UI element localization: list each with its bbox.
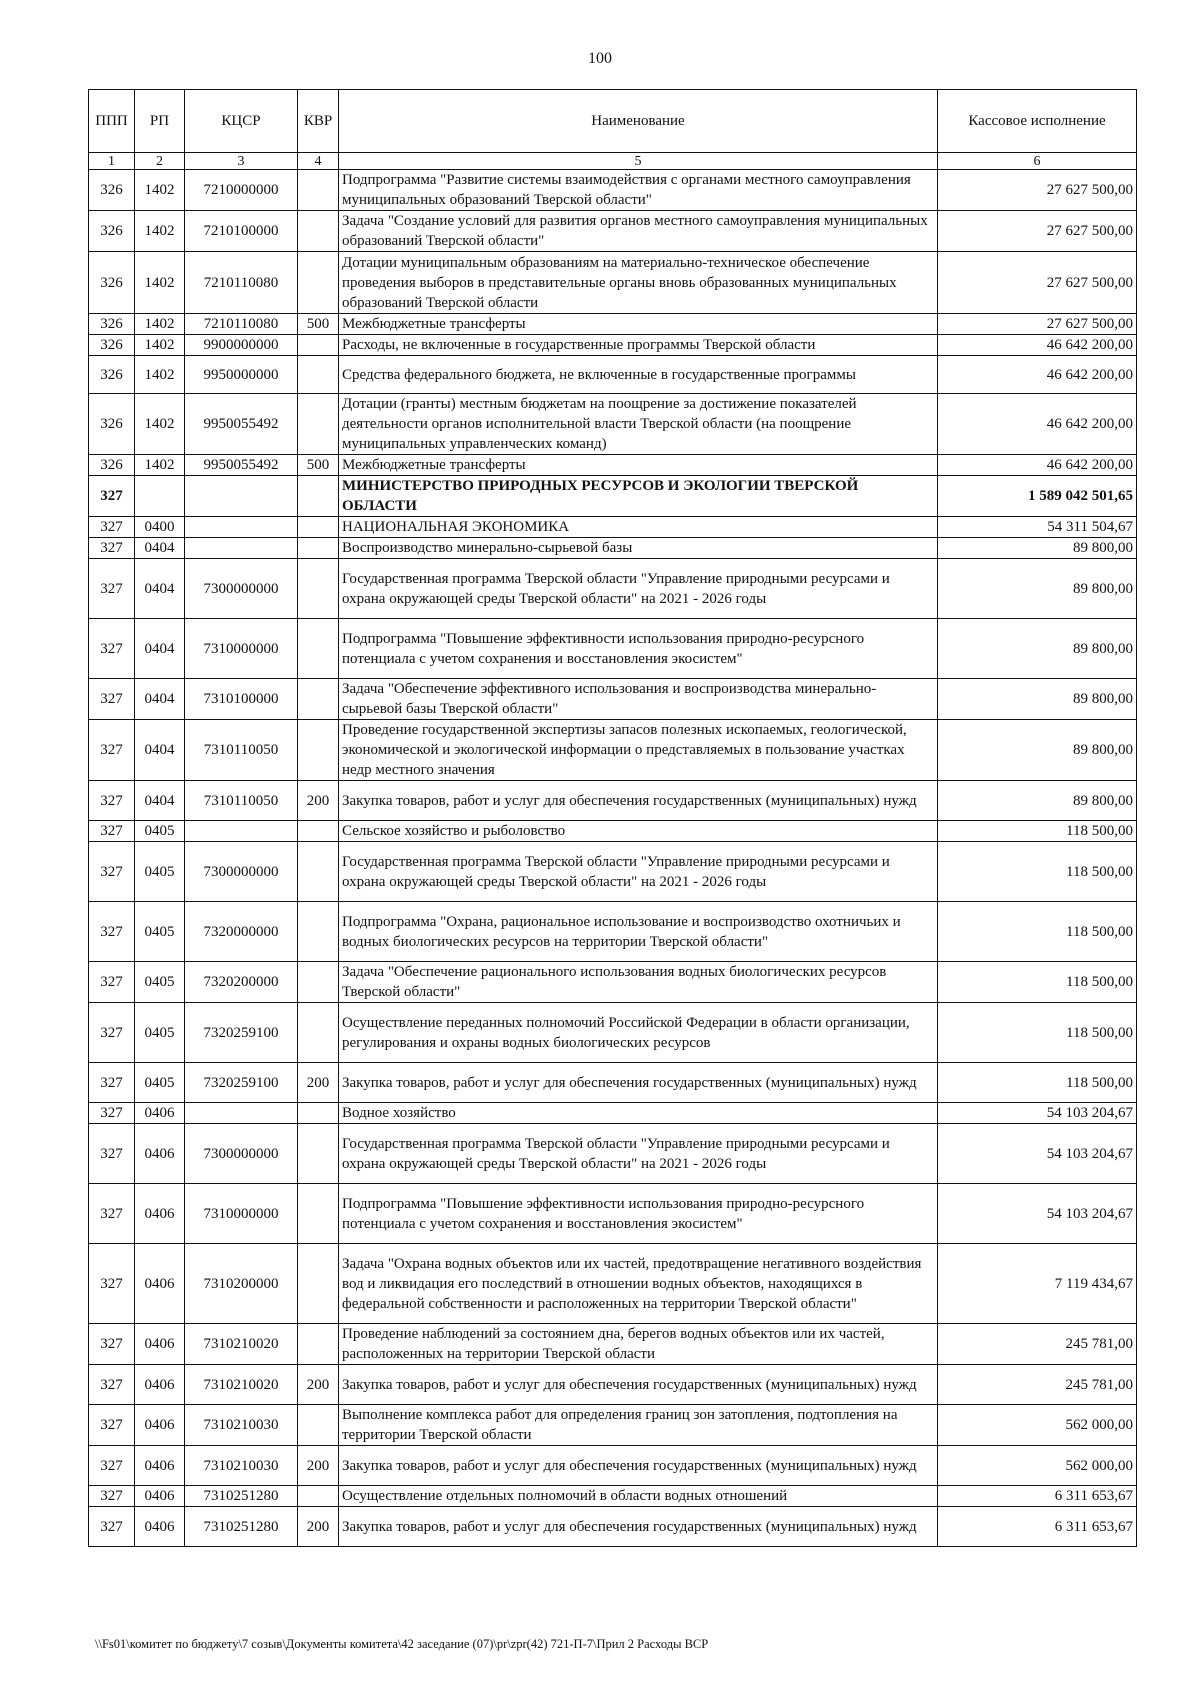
cell-name: Расходы, не включенные в государственные программы Тверской области: [339, 335, 938, 356]
cell-rp: 0404: [135, 781, 185, 821]
cell-ppp: 327: [89, 1124, 135, 1184]
cell-kvr: [298, 1184, 339, 1244]
cell-kvr: [298, 902, 339, 962]
cell-kcsr: 7320000000: [185, 902, 298, 962]
cell-rp: 0404: [135, 538, 185, 559]
cell-sum: 89 800,00: [938, 679, 1137, 720]
cell-ppp: 326: [89, 170, 135, 211]
cell-sum: 54 103 204,67: [938, 1184, 1137, 1244]
cell-sum: 6 311 653,67: [938, 1507, 1137, 1547]
cell-name: Дотации (гранты) местным бюджетам на поощрение за достижение показателей деятельности органов исполнительной власти Тверской области (на поощрение муниципальных управленческих команд): [339, 394, 938, 455]
cell-kvr: [298, 619, 339, 679]
cell-name: Закупка товаров, работ и услуг для обеспечения государственных (муниципальных) нужд: [339, 1365, 938, 1405]
cell-name: Осуществление переданных полномочий Российской Федерации в области организации, регулирования и охраны водных биологических ресурсов: [339, 1003, 938, 1063]
cell-kvr: [298, 1244, 339, 1324]
cell-kcsr: 7310110050: [185, 781, 298, 821]
cell-name: Сельское хозяйство и рыболовство: [339, 821, 938, 842]
cell-kvr: [298, 335, 339, 356]
cell-sum: 1 589 042 501,65: [938, 476, 1137, 517]
cell-rp: 0400: [135, 517, 185, 538]
cell-sum: 54 103 204,67: [938, 1103, 1137, 1124]
cell-rp: 0405: [135, 902, 185, 962]
table-row: [89, 902, 1137, 962]
table-row: [89, 1365, 1137, 1405]
cell-ppp: 327: [89, 1324, 135, 1365]
cell-name: Водное хозяйство: [339, 1103, 938, 1124]
cell-name: Осуществление отдельных полномочий в области водных отношений: [339, 1486, 938, 1507]
cell-kvr: [298, 538, 339, 559]
cell-kvr: [298, 476, 339, 517]
cell-kcsr: 7310210020: [185, 1324, 298, 1365]
cell-rp: 0404: [135, 559, 185, 619]
cell-ppp: 327: [89, 902, 135, 962]
cell-sum: 245 781,00: [938, 1365, 1137, 1405]
cell-rp: 0406: [135, 1507, 185, 1547]
cell-kvr: 500: [298, 455, 339, 476]
column-number: 6: [938, 153, 1137, 170]
cell-rp: 1402: [135, 252, 185, 314]
cell-ppp: 326: [89, 314, 135, 335]
table-row: [89, 962, 1137, 1003]
cell-name: Закупка товаров, работ и услуг для обеспечения государственных (муниципальных) нужд: [339, 1507, 938, 1547]
cell-kvr: [298, 394, 339, 455]
cell-rp: 0406: [135, 1486, 185, 1507]
cell-rp: 0406: [135, 1446, 185, 1486]
cell-sum: 27 627 500,00: [938, 170, 1137, 211]
cell-kcsr: 7300000000: [185, 842, 298, 902]
cell-ppp: 326: [89, 335, 135, 356]
cell-rp: 1402: [135, 211, 185, 252]
table-row: [89, 1446, 1137, 1486]
table-row: [89, 1324, 1137, 1365]
cell-kcsr: 7310210030: [185, 1446, 298, 1486]
cell-sum: 118 500,00: [938, 1063, 1137, 1103]
cell-ppp: 327: [89, 679, 135, 720]
table-row: [89, 335, 1137, 356]
cell-rp: 1402: [135, 170, 185, 211]
cell-sum: 118 500,00: [938, 902, 1137, 962]
cell-rp: 1402: [135, 314, 185, 335]
cell-kcsr: [185, 517, 298, 538]
cell-ppp: 327: [89, 1003, 135, 1063]
cell-ppp: 327: [89, 1103, 135, 1124]
cell-name: Закупка товаров, работ и услуг для обеспечения государственных (муниципальных) нужд: [339, 1446, 938, 1486]
cell-name: Задача "Обеспечение рационального использования водных биологических ресурсов Тверской области": [339, 962, 938, 1003]
table-row: [89, 1003, 1137, 1063]
table-row: [89, 356, 1137, 394]
cell-ppp: 327: [89, 1486, 135, 1507]
table-row: [89, 1244, 1137, 1324]
table-row: [89, 538, 1137, 559]
cell-kcsr: [185, 821, 298, 842]
table-row: [89, 1486, 1137, 1507]
cell-kcsr: 7310251280: [185, 1507, 298, 1547]
cell-ppp: 327: [89, 1507, 135, 1547]
table-row: [89, 679, 1137, 720]
cell-ppp: 327: [89, 1244, 135, 1324]
table-row: [89, 394, 1137, 455]
cell-name: Средства федерального бюджета, не включенные в государственные программы: [339, 356, 938, 394]
cell-ppp: 326: [89, 455, 135, 476]
cell-kcsr: 7310110050: [185, 720, 298, 781]
cell-kvr: [298, 962, 339, 1003]
table-row: [89, 1405, 1137, 1446]
cell-sum: 27 627 500,00: [938, 252, 1137, 314]
cell-rp: 0405: [135, 962, 185, 1003]
cell-kvr: 200: [298, 1063, 339, 1103]
table-row: [89, 821, 1137, 842]
cell-kcsr: 7300000000: [185, 1124, 298, 1184]
cell-name: Выполнение комплекса работ для определения границ зон затопления, подтопления на территории Тверской области: [339, 1405, 938, 1446]
cell-sum: 245 781,00: [938, 1324, 1137, 1365]
cell-sum: 89 800,00: [938, 619, 1137, 679]
table-row: [89, 170, 1137, 211]
cell-kcsr: [185, 538, 298, 559]
table-row: [89, 252, 1137, 314]
header-rp: РП: [135, 90, 185, 153]
column-number: 4: [298, 153, 339, 170]
cell-kvr: [298, 720, 339, 781]
cell-sum: 89 800,00: [938, 781, 1137, 821]
cell-kvr: [298, 821, 339, 842]
header-kcsr: КЦСР: [185, 90, 298, 153]
cell-kvr: 200: [298, 1446, 339, 1486]
cell-ppp: 327: [89, 842, 135, 902]
table-row: [89, 720, 1137, 781]
cell-sum: 6 311 653,67: [938, 1486, 1137, 1507]
cell-name: Государственная программа Тверской области "Управление природными ресурсами и охрана окружающей среды Тверской области" на 2021 - 2026 годы: [339, 559, 938, 619]
cell-name: Межбюджетные трансферты: [339, 314, 938, 335]
cell-kcsr: 7210100000: [185, 211, 298, 252]
cell-kcsr: [185, 476, 298, 517]
cell-rp: 0404: [135, 679, 185, 720]
page-number: 100: [588, 50, 612, 67]
cell-ppp: 327: [89, 476, 135, 517]
cell-name: Подпрограмма "Развитие системы взаимодействия с органами местного самоуправления муниципальных образований Тверской области": [339, 170, 938, 211]
cell-ppp: 327: [89, 1446, 135, 1486]
cell-kvr: [298, 170, 339, 211]
cell-name: Закупка товаров, работ и услуг для обеспечения государственных (муниципальных) нужд: [339, 1063, 938, 1103]
cell-rp: 0406: [135, 1405, 185, 1446]
cell-sum: 562 000,00: [938, 1446, 1137, 1486]
cell-kcsr: 7310200000: [185, 1244, 298, 1324]
cell-sum: 46 642 200,00: [938, 356, 1137, 394]
cell-kcsr: [185, 1103, 298, 1124]
cell-kcsr: 9950055492: [185, 455, 298, 476]
cell-rp: 0406: [135, 1324, 185, 1365]
cell-kvr: [298, 842, 339, 902]
cell-sum: 46 642 200,00: [938, 335, 1137, 356]
cell-ppp: 327: [89, 962, 135, 1003]
cell-kcsr: 7310000000: [185, 619, 298, 679]
cell-kvr: 500: [298, 314, 339, 335]
cell-kvr: [298, 1486, 339, 1507]
cell-ppp: 327: [89, 1365, 135, 1405]
cell-kcsr: 9950055492: [185, 394, 298, 455]
cell-rp: 0404: [135, 720, 185, 781]
table-row: [89, 619, 1137, 679]
cell-ppp: 327: [89, 517, 135, 538]
footer-file-path: \\Fs01\комитет по бюджету\7 созыв\Документы комитета\42 заседание (07)\pr\zpr(42) 721-П-7\Прил 2 Расходы ВСР: [95, 1637, 709, 1651]
column-number-row: [89, 153, 1137, 170]
cell-rp: 0405: [135, 842, 185, 902]
cell-kcsr: 7300000000: [185, 559, 298, 619]
table-row: [89, 842, 1137, 902]
cell-rp: 1402: [135, 455, 185, 476]
cell-name: Подпрограмма "Охрана, рациональное использование и воспроизводство охотничьих и водных биологических ресурсов на территории Тверской области": [339, 902, 938, 962]
cell-kcsr: 7320200000: [185, 962, 298, 1003]
cell-kvr: [298, 211, 339, 252]
cell-sum: 562 000,00: [938, 1405, 1137, 1446]
cell-ppp: 327: [89, 538, 135, 559]
cell-rp: 0406: [135, 1365, 185, 1405]
cell-kvr: [298, 1324, 339, 1365]
cell-sum: 118 500,00: [938, 821, 1137, 842]
cell-kvr: [298, 517, 339, 538]
cell-sum: 118 500,00: [938, 962, 1137, 1003]
cell-kvr: [298, 1124, 339, 1184]
cell-name: Проведение государственной экспертизы запасов полезных ископаемых, геологической, экономической и экологической информации о представляемых в пользование участках недр местного значения: [339, 720, 938, 781]
header-name: Наименование: [339, 90, 938, 153]
cell-name: Дотации муниципальным образованиям на материально-техническое обеспечение проведения выборов в представительные органы вновь образованных муниципальных образований Тверской области: [339, 252, 938, 314]
cell-sum: 118 500,00: [938, 842, 1137, 902]
cell-kcsr: 7210110080: [185, 252, 298, 314]
table-row: [89, 1103, 1137, 1124]
cell-ppp: 327: [89, 720, 135, 781]
cell-kcsr: 7320259100: [185, 1003, 298, 1063]
cell-ppp: 327: [89, 781, 135, 821]
cell-name: Задача "Создание условий для развития органов местного самоуправления муниципальных образований Тверской области": [339, 211, 938, 252]
cell-kvr: [298, 356, 339, 394]
cell-rp: 1402: [135, 356, 185, 394]
cell-kvr: [298, 1003, 339, 1063]
cell-rp: 0405: [135, 1003, 185, 1063]
table-row: [89, 517, 1137, 538]
cell-rp: 0406: [135, 1244, 185, 1324]
cell-ppp: 326: [89, 252, 135, 314]
cell-kcsr: 7310251280: [185, 1486, 298, 1507]
cell-rp: 0406: [135, 1184, 185, 1244]
cell-kcsr: 7310210020: [185, 1365, 298, 1405]
column-number: 5: [339, 153, 938, 170]
cell-kvr: [298, 1103, 339, 1124]
cell-sum: 46 642 200,00: [938, 455, 1137, 476]
budget-table: [88, 89, 1137, 1547]
cell-kvr: 200: [298, 1507, 339, 1547]
cell-ppp: 327: [89, 1184, 135, 1244]
cell-sum: 27 627 500,00: [938, 314, 1137, 335]
table-row: [89, 1184, 1137, 1244]
cell-name: Закупка товаров, работ и услуг для обеспечения государственных (муниципальных) нужд: [339, 781, 938, 821]
cell-sum: 54 311 504,67: [938, 517, 1137, 538]
column-number: 3: [185, 153, 298, 170]
cell-kcsr: 7310100000: [185, 679, 298, 720]
cell-kcsr: 7320259100: [185, 1063, 298, 1103]
cell-rp: 1402: [135, 335, 185, 356]
cell-kvr: [298, 1405, 339, 1446]
cell-ppp: 326: [89, 211, 135, 252]
cell-kvr: [298, 559, 339, 619]
table-row: [89, 781, 1137, 821]
cell-ppp: 327: [89, 1405, 135, 1446]
cell-kcsr: 9900000000: [185, 335, 298, 356]
column-number: 1: [89, 153, 135, 170]
cell-ppp: 326: [89, 394, 135, 455]
cell-name: Государственная программа Тверской области "Управление природными ресурсами и охрана окружающей среды Тверской области" на 2021 - 2026 годы: [339, 842, 938, 902]
cell-ppp: 326: [89, 356, 135, 394]
table-row: [89, 559, 1137, 619]
cell-sum: 89 800,00: [938, 720, 1137, 781]
cell-kvr: 200: [298, 781, 339, 821]
cell-sum: 27 627 500,00: [938, 211, 1137, 252]
table-row: [89, 1063, 1137, 1103]
cell-kvr: [298, 252, 339, 314]
column-number: 2: [135, 153, 185, 170]
cell-ppp: 327: [89, 559, 135, 619]
cell-rp: 0406: [135, 1124, 185, 1184]
header-ppp: ППП: [89, 90, 135, 153]
cell-rp: 0404: [135, 619, 185, 679]
cell-name: Межбюджетные трансферты: [339, 455, 938, 476]
cell-rp: 0405: [135, 821, 185, 842]
cell-name: НАЦИОНАЛЬНАЯ ЭКОНОМИКА: [339, 517, 938, 538]
cell-rp: 0406: [135, 1103, 185, 1124]
cell-name: Подпрограмма "Повышение эффективности использования природно-ресурсного потенциала с учетом сохранения и восстановления экосистем": [339, 619, 938, 679]
cell-sum: 7 119 434,67: [938, 1244, 1137, 1324]
cell-rp: 0405: [135, 1063, 185, 1103]
cell-ppp: 327: [89, 619, 135, 679]
cell-name: Проведение наблюдений за состоянием дна, берегов водных объектов или их частей, расположенных на территории Тверской области: [339, 1324, 938, 1365]
cell-ppp: 327: [89, 821, 135, 842]
cell-rp: 1402: [135, 394, 185, 455]
header-kvr: КВР: [298, 90, 339, 153]
cell-name: Государственная программа Тверской области "Управление природными ресурсами и охрана окружающей среды Тверской области" на 2021 - 2026 годы: [339, 1124, 938, 1184]
table-row: [89, 1507, 1137, 1547]
table-row: [89, 476, 1137, 517]
header-sum: Кассовое исполнение: [938, 90, 1137, 153]
table-row: [89, 1124, 1137, 1184]
cell-sum: 89 800,00: [938, 538, 1137, 559]
cell-kcsr: 7210110080: [185, 314, 298, 335]
cell-kcsr: 7210000000: [185, 170, 298, 211]
cell-name: Задача "Обеспечение эффективного использования и воспроизводства минерально-сырьевой базы Тверской области": [339, 679, 938, 720]
cell-name: Воспроизводство минерально-сырьевой базы: [339, 538, 938, 559]
cell-sum: 118 500,00: [938, 1003, 1137, 1063]
cell-kcsr: 7310210030: [185, 1405, 298, 1446]
cell-name: Задача "Охрана водных объектов или их частей, предотвращение негативного воздействия вод и ликвидация его последствий в отношении водных объектов, находящихся в федеральной собственности и расположенных на территории Тверской области": [339, 1244, 938, 1324]
cell-sum: 89 800,00: [938, 559, 1137, 619]
cell-kvr: [298, 679, 339, 720]
table-row: [89, 455, 1137, 476]
cell-kcsr: 7310000000: [185, 1184, 298, 1244]
cell-rp: [135, 476, 185, 517]
cell-kcsr: 9950000000: [185, 356, 298, 394]
table-row: [89, 314, 1137, 335]
cell-ppp: 327: [89, 1063, 135, 1103]
cell-kvr: 200: [298, 1365, 339, 1405]
cell-sum: 54 103 204,67: [938, 1124, 1137, 1184]
cell-name: Подпрограмма "Повышение эффективности использования природно-ресурсного потенциала с учетом сохранения и восстановления экосистем": [339, 1184, 938, 1244]
cell-sum: 46 642 200,00: [938, 394, 1137, 455]
cell-name: МИНИСТЕРСТВО ПРИРОДНЫХ РЕСУРСОВ И ЭКОЛОГИИ ТВЕРСКОЙ ОБЛАСТИ: [339, 476, 938, 517]
table-row: [89, 211, 1137, 252]
header-row: [89, 90, 1137, 153]
